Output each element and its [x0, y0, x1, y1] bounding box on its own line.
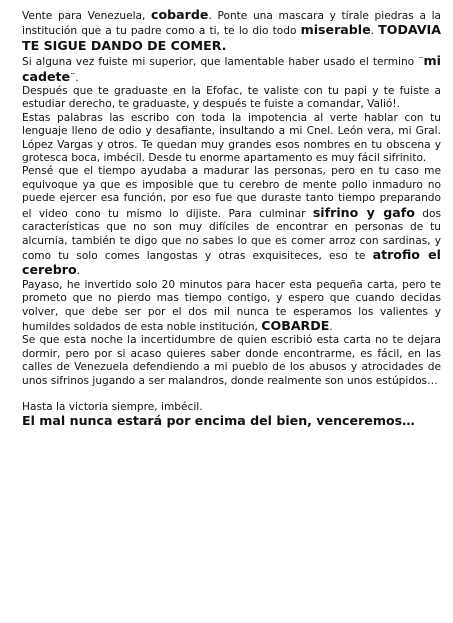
text-span: dos características que no son muy difíciles de encontrar en personas de tu alcurnia, también te digo que no sabes lo que es comer arroz con sardinas, y como tu solo comes langostas y otras exquisiteces, eso te: [22, 207, 441, 262]
text-span: Si alguna vez fuiste mi superior, que lamentable haber usado el termino ¨: [22, 56, 424, 69]
paragraph-4: Estas palabras las escribo con toda la impotencia al verte hablar con tu lenguaje lleno de odio y desafiante, insultando a mi Cnel. León vera, mi Gral. López Vargas y otros. Te quedan muy grandes esos nombres en tu obscena y grotesca boca, imbécil. Desde tu enorme apartamento es muy fácil sifrinito.: [22, 111, 441, 165]
paragraph-7: Se que esta noche la incertidumbre de quien escribió esta carta no te dejara dormir, pero por si acaso quieres saber donde encontrarme, es fácil, en las calles de Venezuela defendiendo a mi pueblo de los abusos y atrocidades de unos sifrinos jugando a ser malandros, donde realmente son unos estúpidos…: [22, 334, 441, 387]
motto-line: El mal nunca estará por encima del bien, venceremos…: [22, 413, 415, 429]
paragraph-5: [22, 165, 441, 278]
text-span: Vente para Venezuela,: [22, 10, 152, 22]
text-span: .: [76, 265, 81, 278]
text-span: .: [370, 25, 379, 38]
text-span: Pensé que el tiempo ayudaba a madurar las personas, pero en tu caso me equivoque ya que es imposible que tu cerebro de mente pollo inmaduro no puede ejercer esa función, por eso fue que duraste tanto tiempo preparando el video cono tu mismo lo dijiste. Para culminar: [22, 165, 441, 220]
bold-word-cobarde: cobarde: [151, 7, 209, 22]
bold-phrase-todavia: TODAVIA TE SIGUE DANDO DE COMER.: [22, 22, 441, 53]
text-span: Payaso, he invertido solo 20 minutos para hacer esta pequeña carta, pero te prometo que no pierdo mas tiempo contigo, y espero que cuando decidas volver, que debe ser por el dos mil nunca te esperamos los valientes y humildes soldados de esta noble institución,: [22, 278, 441, 333]
text-span: ¨.: [70, 71, 79, 84]
paragraph-1: [22, 8, 441, 54]
closing-line: Hasta la victoria siempre, imbécil.: [22, 400, 203, 413]
bold-word-mi-cadete: mi cadete: [22, 53, 441, 84]
bold-phrase-sifrino: sifrino y gafo: [312, 204, 415, 220]
paragraph-6: [22, 279, 441, 335]
bold-word-miserable: miserable: [300, 22, 371, 38]
text-span: .: [329, 320, 333, 333]
paragraph-3: Después que te graduaste en la Efofac, te valiste con tu papi y te fuiste a estudiar derecho, te graduaste, y después te fuiste a comandar, Valió!.: [22, 85, 441, 111]
text-span: . Ponte una mascara y tírale piedras a la institución que a tu padre como a ti, te lo dio todo: [22, 10, 441, 38]
bold-phrase-atrofio: atrofio el cerebro: [22, 246, 441, 278]
bold-word-cobarde-2: COBARDE: [261, 317, 330, 333]
letter-page: [22, 8, 441, 428]
blank-line: [22, 388, 441, 401]
paragraph-2: [22, 54, 441, 85]
